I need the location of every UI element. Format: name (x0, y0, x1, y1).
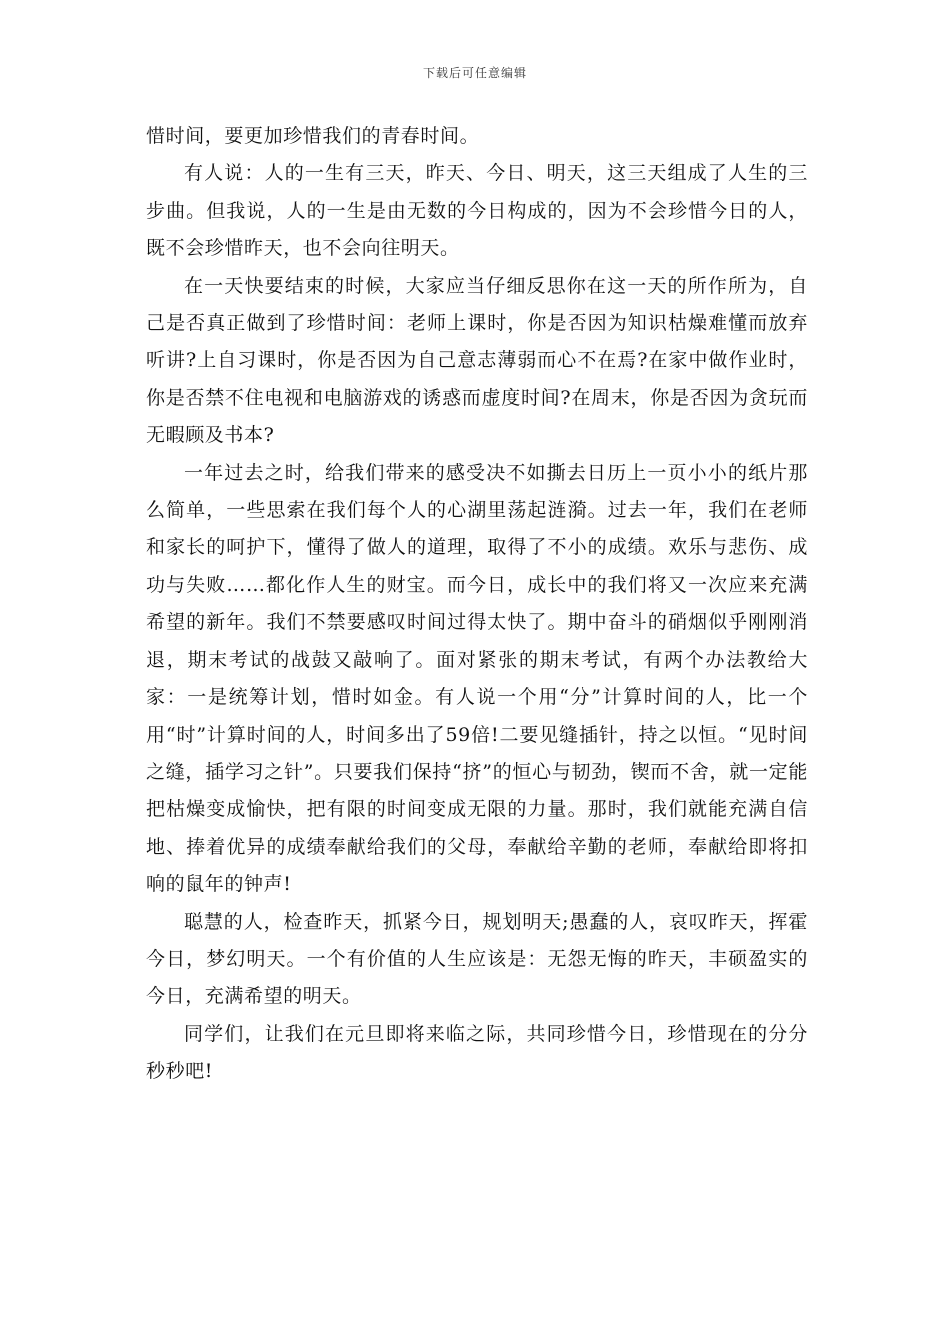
document-body (146, 118, 808, 1091)
paragraph-reflection: 在一天快要结束的时候，大家应当仔细反思你在这一天的所作所为，自己是否真正做到了珍惜时间：老师上课时，你是否因为知识枯燥难懂而放弃听讲?上自习课时，你是否因为自己意志薄弱而心不在焉?在家中做作业时，你是否禁不住电视和电脑游戏的诱惑而虚度时间?在周末，你是否因为贪玩而无暇顾及书本? (146, 274, 808, 447)
paragraph-wise-and-foolish: 聪慧的人，检查昨天，抓紧今日，规划明天;愚蠢的人，哀叹昨天，挥霍今日，梦幻明天。一个有价值的人生应该是：无怨无悔的昨天，丰硕盈实的今日，充满希望的明天。 (146, 910, 808, 1008)
paragraph-year-review: 一年过去之时，给我们带来的感受决不如撕去日历上一页小小的纸片那么简单，一些思索在我们每个人的心湖里荡起涟漪。过去一年，我们在老师和家长的呵护下，懂得了做人的道理，取得了不小的成绩。欢乐与悲伤、成功与失败……都化作人生的财宝。而今日，成长中的我们将又一次应来充满希望的新年。我们不禁要感叹时间过得太快了。期中奋斗的硝烟似乎刚刚消退，期末考试的战鼓又敲响了。面对紧张的期末考试，有两个办法教给大家：一是统筹计划，惜时如金。有人说一个用“分”计算时间的人，比一个用“时”计算时间的人，时间多出了59倍!二要见缝插针，持之以恒。“见时间之缝，插学习之针”。只要我们保持“挤”的恒心与韧劲，锲而不舍，就一定能把枯燥变成愉快，把有限的时间变成无限的力量。那时，我们就能充满自信地、捧着优异的成绩奉献给我们的父母，奉献给辛勤的老师，奉献给即将扣响的鼠年的钟声! (146, 461, 808, 896)
paragraph-three-days: 有人说：人的一生有三天，昨天、今日、明天，这三天组成了人生的三步曲。但我说，人的一生是由无数的今日构成的，因为不会珍惜今日的人，既不会珍惜昨天，也不会向往明天。 (146, 162, 808, 260)
paragraph-closing: 同学们，让我们在元旦即将来临之际，共同珍惜今日，珍惜现在的分分秒秒吧! (146, 1022, 808, 1083)
page-header: 下载后可任意编辑 (422, 66, 527, 80)
paragraph-continuation: 惜时间，要更加珍惜我们的青春时间。 (146, 125, 480, 147)
